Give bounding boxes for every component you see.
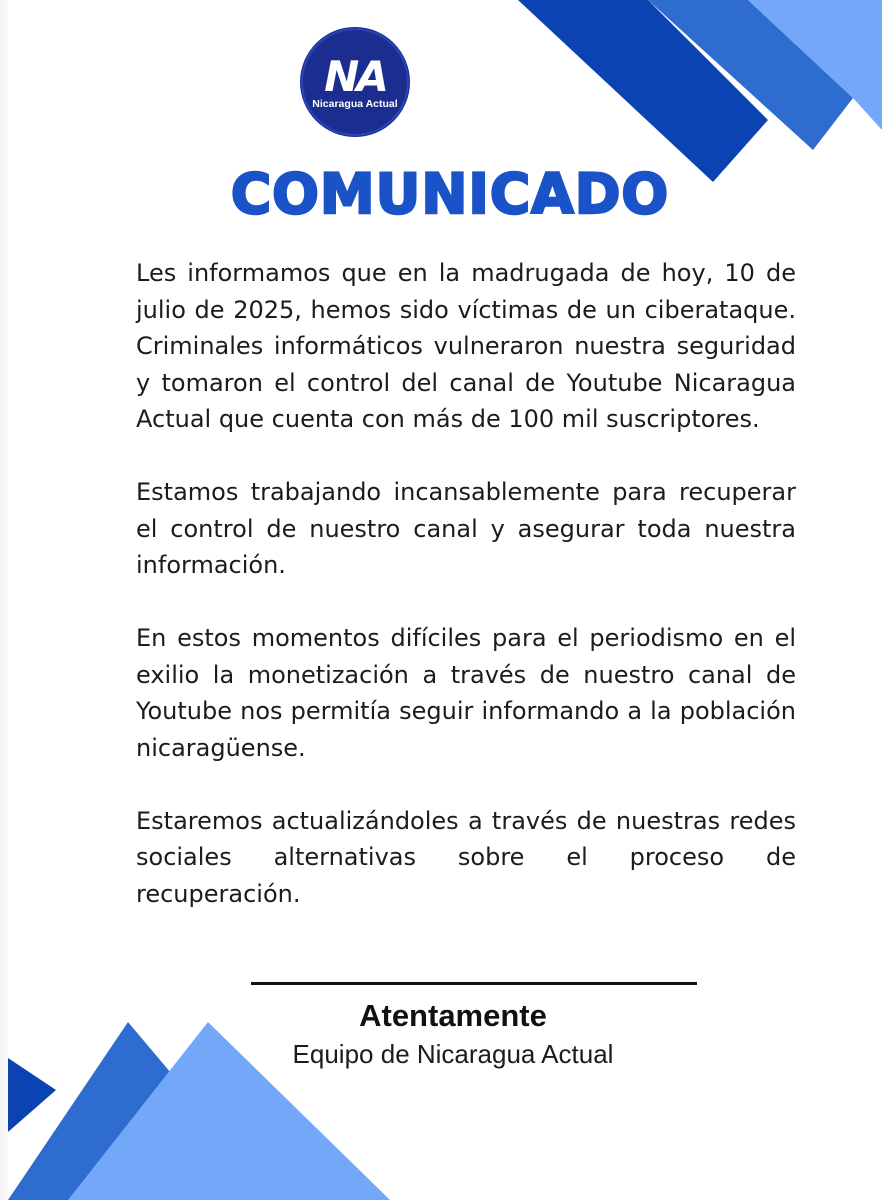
announcement-body: [136, 255, 796, 949]
triangle-dark-blue: [8, 1058, 56, 1132]
top-right-stripes: [518, 0, 882, 182]
logo-monogram: NA: [324, 52, 386, 101]
paragraph-4: Estaremos actualizándoles a través de nuestras redes sociales alternativas sobre el proceso de recuperación.: [136, 806, 796, 908]
logo-brand-name: Nicaragua Actual: [312, 98, 398, 110]
signature-line: [251, 982, 697, 985]
page-edge-shadow: [0, 0, 8, 1200]
signature-team: Equipo de Nicaragua Actual: [292, 1039, 614, 1069]
paragraph-3: En estos momentos difíciles para el periodismo en el exilio la monetización a través de nuestro canal de Youtube nos permitía seguir informando a la población nicaragüense.: [136, 624, 796, 762]
page-title: COMUNICADO: [230, 162, 670, 226]
paragraph-1: Les informamos que en la madrugada de hoy, 10 de julio de 2025, hemos sido víctimas de un ciberataque. Criminales informáticos vulneraron nuestra seguridad y tomaron el control del canal de Youtube Nicaragua Actual que cuenta con más de 100 mil suscriptores.: [136, 259, 796, 433]
nicaragua-actual-logo: [300, 27, 410, 137]
announcement-page: [8, 0, 882, 1200]
signature-closing: Atentamente: [359, 998, 547, 1033]
paragraph-2: Estamos trabajando incansablemente para recuperar el control de nuestro canal y asegurar toda nuestra información.: [136, 478, 796, 579]
